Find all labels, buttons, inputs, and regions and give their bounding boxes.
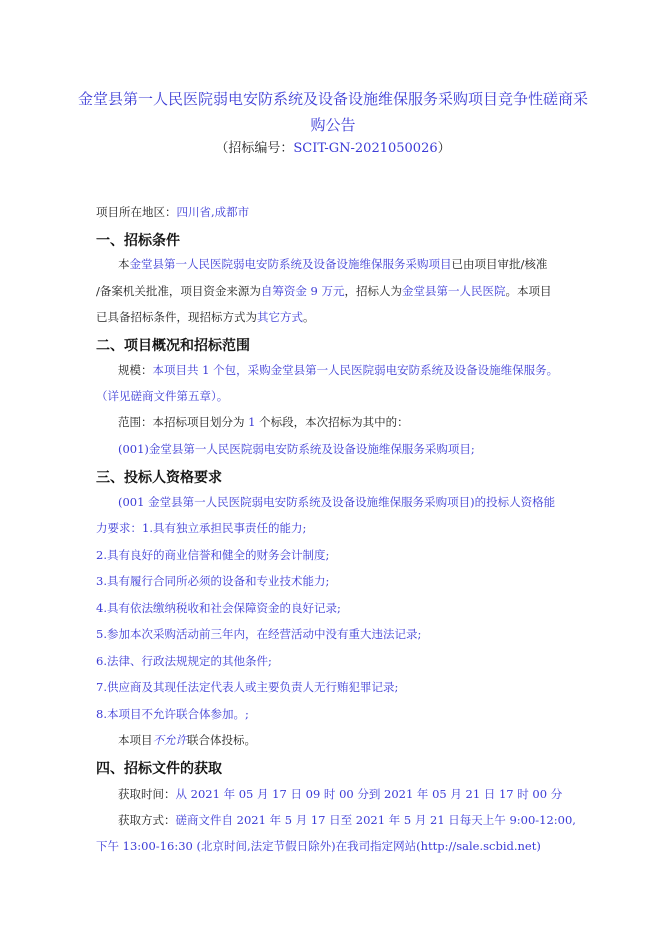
s1-text: ，招标人为 (344, 284, 403, 298)
s2-scale-value: 本项目共 1 个包，采购金堂县第一人民医院弱电安防系统及设备设施维保服务。 (152, 363, 559, 377)
s1-fund-source: 自筹资金 9 万元 (260, 284, 345, 298)
s4-method-value: 磋商文件自 2021 年 5 月 17 日至 2021 年 5 月 21 日每天上午 9:00-12:00, (175, 813, 576, 827)
s1-text: 。 (303, 310, 315, 324)
s3-item-4: 4.具有依法缴纳税收和社会保障资金的良好记录; (96, 601, 341, 615)
s1-text: 已具备招标条件，现招标方式为 (96, 310, 257, 324)
s1-tender-method: 其它方式 (257, 310, 303, 324)
s3-intro-line-1: (001 金堂县第一人民医院弱电安防系统及设备设施维保服务采购项目)的投标人资格能 (118, 495, 556, 509)
s3-item-8: 8.本项目不允许联合体参加。; (96, 707, 249, 721)
s1-text: 本 (118, 257, 130, 271)
s2-scale-line-1 (118, 362, 558, 378)
s3-text: 联合体投标。 (187, 733, 256, 747)
section-2-heading: 二、项目概况和招标范围 (96, 338, 250, 354)
document-title (70, 86, 596, 138)
s3-item-3: 3.具有履行合同所必须的设备和专业技术能力; (96, 574, 330, 588)
tender-number (0, 137, 666, 156)
s4-method-line-1 (118, 812, 576, 828)
section-3-heading: 三、投标人资格要求 (96, 470, 222, 486)
s2-scale-line-2: （详见磋商文件第五章）。 (96, 389, 229, 403)
title-line-1: 金堂县第一人民医院弱电安防系统及设备设施维保服务采购项目竞争性磋商采 (77, 90, 588, 108)
s1-line-3 (96, 309, 315, 325)
s3-text: 本项目 (118, 733, 153, 747)
project-location (96, 204, 249, 220)
s3-consortium-value: 不允许 (152, 733, 187, 747)
s4-method-label: 获取方式： (118, 813, 176, 827)
s1-text: 。本项目 (505, 284, 552, 298)
s2-text: 个标段，本次招标为其中的： (259, 415, 409, 429)
s3-item-2: 2.具有良好的商业信誉和健全的财务会计制度; (96, 548, 330, 562)
section-1-heading: 一、招标条件 (96, 233, 180, 249)
s3-item-6: 6.法律、行政法规规定的其他条件; (96, 654, 272, 668)
tender-code: SCIT-GN-2021050026 (293, 141, 438, 156)
s1-project-name: 金堂县第一人民医院弱电安防系统及设备设施维保服务采购项目 (129, 257, 452, 271)
s1-tenderer: 金堂县第一人民医院 (402, 284, 506, 298)
title-line-2: 购公告 (310, 116, 356, 134)
s4-time-line (118, 786, 562, 802)
s4-time-value: 从 2021 年 05 月 17 日 09 时 00 分到 2021 年 05 月 21 日 17 时 00 分 (175, 787, 563, 801)
s2-lot-count: 1 (248, 415, 256, 429)
s1-text: 已由项目审批/核准 (451, 257, 548, 271)
s4-time-label: 获取时间： (118, 787, 176, 801)
tender-number-close: ） (437, 141, 451, 156)
location-value: 四川省,成都市 (176, 205, 250, 219)
s3-item-7: 7.供应商及其现任法定代表人或主要负责人无行贿犯罪记录; (96, 680, 399, 694)
tender-number-open: （招标编号： (215, 141, 294, 156)
s1-line-2 (96, 283, 552, 299)
s4-method-line-2: 下午 13:00-16:30 (北京时间,法定节假日除外)在我司指定网站(http://sale.scbid.net) (96, 839, 541, 853)
s2-range-line (118, 414, 409, 430)
s3-item-5: 5.参加本次采购活动前三年内，在经营活动中没有重大违法记录; (96, 627, 422, 641)
s2-scale-label: 规模： (118, 363, 153, 377)
s1-text: /备案机关批准，项目资金来源为 (96, 284, 261, 298)
s2-text: 范围：本招标项目划分为 (118, 415, 245, 429)
s1-line-1 (118, 256, 547, 272)
location-label: 项目所在地区： (96, 205, 177, 219)
section-4-heading: 四、招标文件的获取 (96, 761, 222, 777)
s3-consortium-line (118, 732, 256, 748)
s3-intro-line-2: 力要求：1.具有独立承担民事责任的能力; (96, 521, 307, 535)
s2-lot-line: (001)金堂县第一人民医院弱电安防系统及设备设施维保服务采购项目; (118, 442, 475, 456)
